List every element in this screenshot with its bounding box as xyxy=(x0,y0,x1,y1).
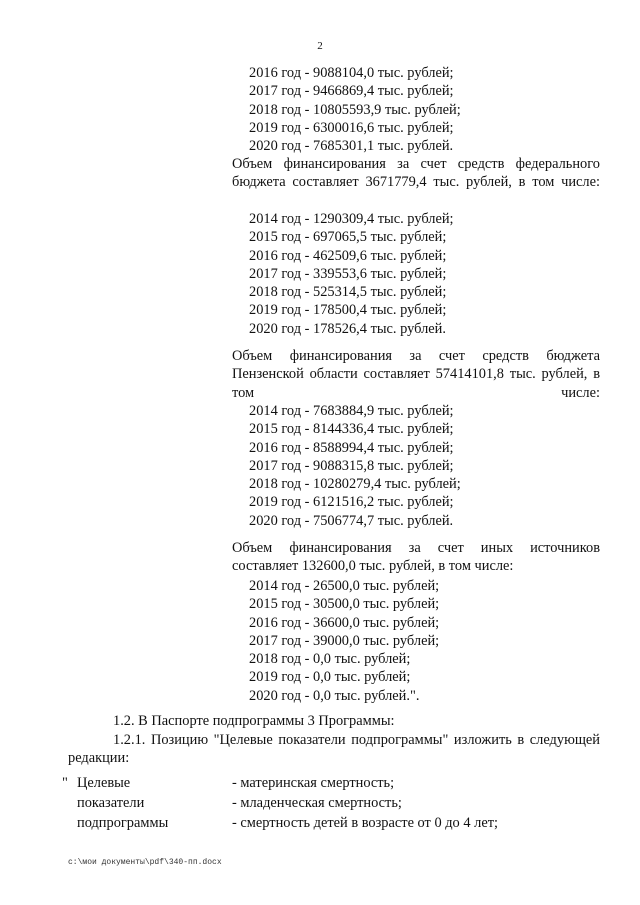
year-line: 2019 год - 6300016,6 тыс. рублей; xyxy=(249,119,454,136)
year-line: 2018 год - 10805593,9 тыс. рублей; xyxy=(249,101,461,118)
year-line: 2020 год - 0,0 тыс. рублей.". xyxy=(249,687,420,704)
open-quote: " xyxy=(62,775,68,791)
regional-budget-years xyxy=(232,402,602,530)
other-sources-years xyxy=(232,577,602,705)
target-item: - младенческая смертность; xyxy=(232,795,402,811)
year-line: 2019 год - 0,0 тыс. рублей; xyxy=(249,669,411,686)
target-label-line: подпрограммы xyxy=(77,815,169,831)
target-item: - смертность детей в возрасте от 0 до 4 лет; xyxy=(232,815,499,831)
page-number: 2 xyxy=(317,40,323,52)
total-by-year-list xyxy=(232,64,602,155)
year-line: 2014 год - 1290309,4 тыс. рублей; xyxy=(249,211,454,227)
target-row xyxy=(62,774,602,793)
year-line: 2020 год - 7685301,1 тыс. рублей. xyxy=(249,138,454,155)
year-line: 2014 год - 26500,0 тыс. рублей; xyxy=(249,578,440,594)
year-line: 2017 год - 339553,6 тыс. рублей; xyxy=(249,265,447,282)
year-line: 2017 год - 9466869,4 тыс. рублей; xyxy=(249,83,454,100)
year-line: 2019 год - 178500,4 тыс. рублей; xyxy=(249,302,447,319)
year-line: 2018 год - 525314,5 тыс. рублей; xyxy=(249,284,447,301)
year-line: 2015 год - 30500,0 тыс. рублей; xyxy=(249,596,440,613)
other-sources-intro: Объем финансирования за счет иных источников составляет 132600,0 тыс. рублей, в том числе: xyxy=(232,540,600,575)
federal-budget-years xyxy=(232,210,602,338)
footer-file-path: c:\мои документы\pdf\340-пп.docx xyxy=(68,858,222,867)
target-row xyxy=(62,814,602,833)
section-1-2: 1.2. В Паспорте подпрограммы 3 Программы: xyxy=(113,713,395,729)
year-line: 2018 год - 10280279,4 тыс. рублей; xyxy=(249,476,461,493)
section-1-2-1: 1.2.1. Позицию "Целевые показатели подпрограммы" изложить в следующей редакции: xyxy=(68,732,600,767)
federal-budget-intro: Объем финансирования за счет средств федерального бюджета составляет 3671779,4 тыс. рублей, в том числе: xyxy=(232,156,600,191)
year-line: 2019 год - 6121516,2 тыс. рублей; xyxy=(249,494,454,511)
year-line: 2016 год - 8588994,4 тыс. рублей; xyxy=(249,439,454,456)
year-line: 2016 год - 462509,6 тыс. рублей; xyxy=(249,247,447,264)
year-line: 2020 год - 178526,4 тыс. рублей. xyxy=(249,320,446,337)
target-label-line: показатели xyxy=(77,795,145,811)
year-line: 2020 год - 7506774,7 тыс. рублей. xyxy=(249,512,454,529)
target-item: - материнская смертность; xyxy=(232,775,395,791)
target-row xyxy=(62,794,602,813)
year-line: 2015 год - 697065,5 тыс. рублей; xyxy=(249,229,447,246)
year-line: 2016 год - 9088104,0 тыс. рублей; xyxy=(249,65,454,81)
year-line: 2017 год - 9088315,8 тыс. рублей; xyxy=(249,457,454,474)
regional-budget-intro: Объем финансирования за счет средств бюджета Пензенской области составляет 57414101,8 тыс. рублей, в том числе: xyxy=(232,348,600,401)
year-line: 2017 год - 39000,0 тыс. рублей; xyxy=(249,632,440,649)
year-line: 2015 год - 8144336,4 тыс. рублей; xyxy=(249,421,454,438)
target-label-line: Целевые xyxy=(77,775,131,791)
year-line: 2014 год - 7683884,9 тыс. рублей; xyxy=(249,403,454,419)
year-line: 2018 год - 0,0 тыс. рублей; xyxy=(249,651,411,668)
year-line: 2016 год - 36600,0 тыс. рублей; xyxy=(249,614,440,631)
